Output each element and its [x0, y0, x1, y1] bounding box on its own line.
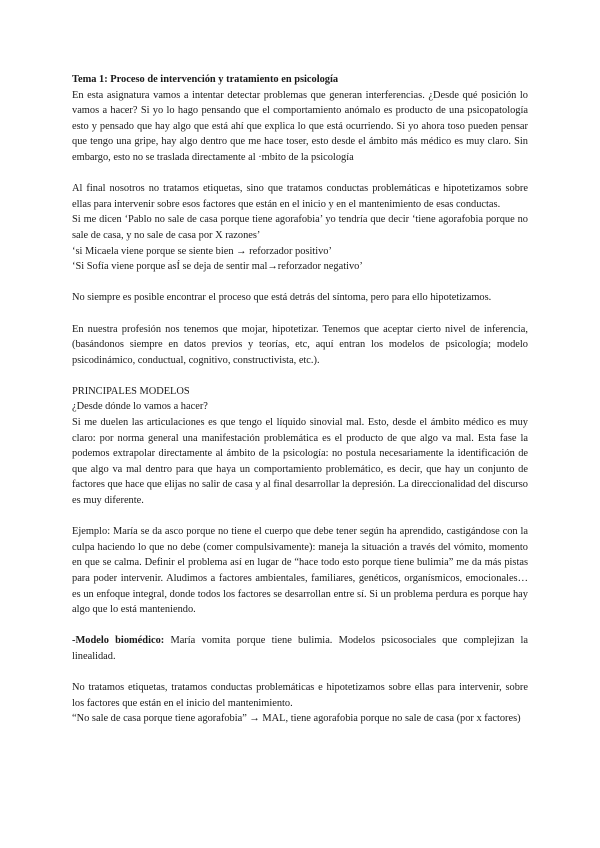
paragraph-intro: En esta asignatura vamos a intentar detectar problemas que generan interferencias. ¿Desde qué posición lo vamos a hacer? Si yo lo hago pensando que el comportamiento anómalo es producto de una psicopatología esto y pensado que hay algo que está ahí que explica lo que está ocurriendo. Si yo ahora toso pueden pensar que tengo una gripe, hay algo dentro que me hace toser, esto desde el ámbito más médico es muy claro. Sin embargo, esto no se traslada directamente al ·mbito de la psicología	[72, 89, 528, 163]
section-heading-models: PRINCIPALES MODELOS	[72, 385, 190, 397]
paragraph-hypothesize: En nuestra profesión nos tenemos que mojar, hipotetizar. Tenemos que aceptar cierto nivel de inferencia, (basándonos siempre en datos previos y teorías, etc, aquí entran los modelos de psicología; modelo psicodinámico, conductual, cognitivo, constructivista, etc.).	[72, 323, 528, 366]
biomedical-model-label: -Modelo biomédico:	[72, 635, 165, 647]
paragraph-symptom: No siempre es posible encontrar el proceso que está detrás del síntoma, pero para ello hipotetizamos.	[72, 292, 492, 304]
spacer	[72, 368, 528, 384]
spacer	[72, 275, 528, 291]
biomedical-model-text: María vomita porque tiene bulimia. Modelos psicosociales que complejizan la linealidad.	[72, 635, 528, 662]
spacer	[72, 166, 528, 182]
spacer	[72, 665, 528, 681]
paragraph-labels: Al final nosotros no tratamos etiquetas, sino que tratamos conductas problemáticas e hipotetizamos sobre ellas para intervenir sobre esos factores que están en el inicio y en el mantenimiento de esas conductas.	[72, 183, 528, 210]
spacer	[72, 618, 528, 634]
paragraph-negative-reinforcer: ‘Si Sofía viene porque asÍ se deja de sentir mal→reforzador negativo’	[72, 261, 363, 273]
paragraph-biomedical-model	[72, 633, 528, 664]
paragraph-agorafobia-example: Si me dicen ‘Pablo no sale de casa porque tiene agorafobia’ yo tendría que decir ‘tiene agorafobia porque no sale de casa, y no sale de casa por X razones’	[72, 214, 528, 241]
paragraph-question: ¿Desde dónde lo vamos a hacer?	[72, 401, 208, 413]
document-title: Tema 1: Proceso de intervención y tratamiento en psicología	[72, 74, 339, 85]
paragraph-positive-reinforcer: ‘si Micaela viene porque se siente bien → reforzador positivo’	[72, 245, 332, 257]
spacer	[72, 306, 528, 322]
document-body	[72, 72, 528, 727]
paragraph-final-example: “No sale de casa porque tiene agorafobia” → MAL, tiene agorafobia porque no sale de casa (por x factores)	[72, 713, 521, 725]
paragraph-summary: No tratamos etiquetas, tratamos conductas problemáticas e hipotetizamos sobre ellas para intervenir, sobre los factores que están en el inicio del mantenimiento.	[72, 682, 528, 709]
paragraph-maria-example: Ejemplo: María se da asco porque no tiene el cuerpo que debe tener según ha aprendido, castigándose con la culpa haciendo lo que no debe (comer compulsivamente): maneja la situación a través del vómito, momento en que se calma. Definir el problema así en lugar de “hace todo esto porque tiene bulimia” me da más pistas para poder intervenir. Aludimos a factores ambientales, familiares, genéticos, organísmicos, emocionales… es un enfoque integral, donde todos los factores se desarrollan entre sí. Si un problema perdura es porque hay algo que lo está manteniendo.	[72, 526, 528, 616]
spacer	[72, 509, 528, 525]
paragraph-joints: Si me duelen las articulaciones es que tengo el líquido sinovial mal. Esto, desde el ámbito médico es muy claro: por norma general una manifestación problemática es el producto de que algo va mal. Esta fase la podemos extrapolar directamente al ámbito de la psicología: no postula necesariamente la identificación de que algo va mal dentro para que haya un comportamiento problemático, es decir, que hay un conjunto de factores que hace que elijas no salir de casa y al final desarrollar la depresión. La direccionalidad del discurso es muy diferente.	[72, 417, 528, 507]
